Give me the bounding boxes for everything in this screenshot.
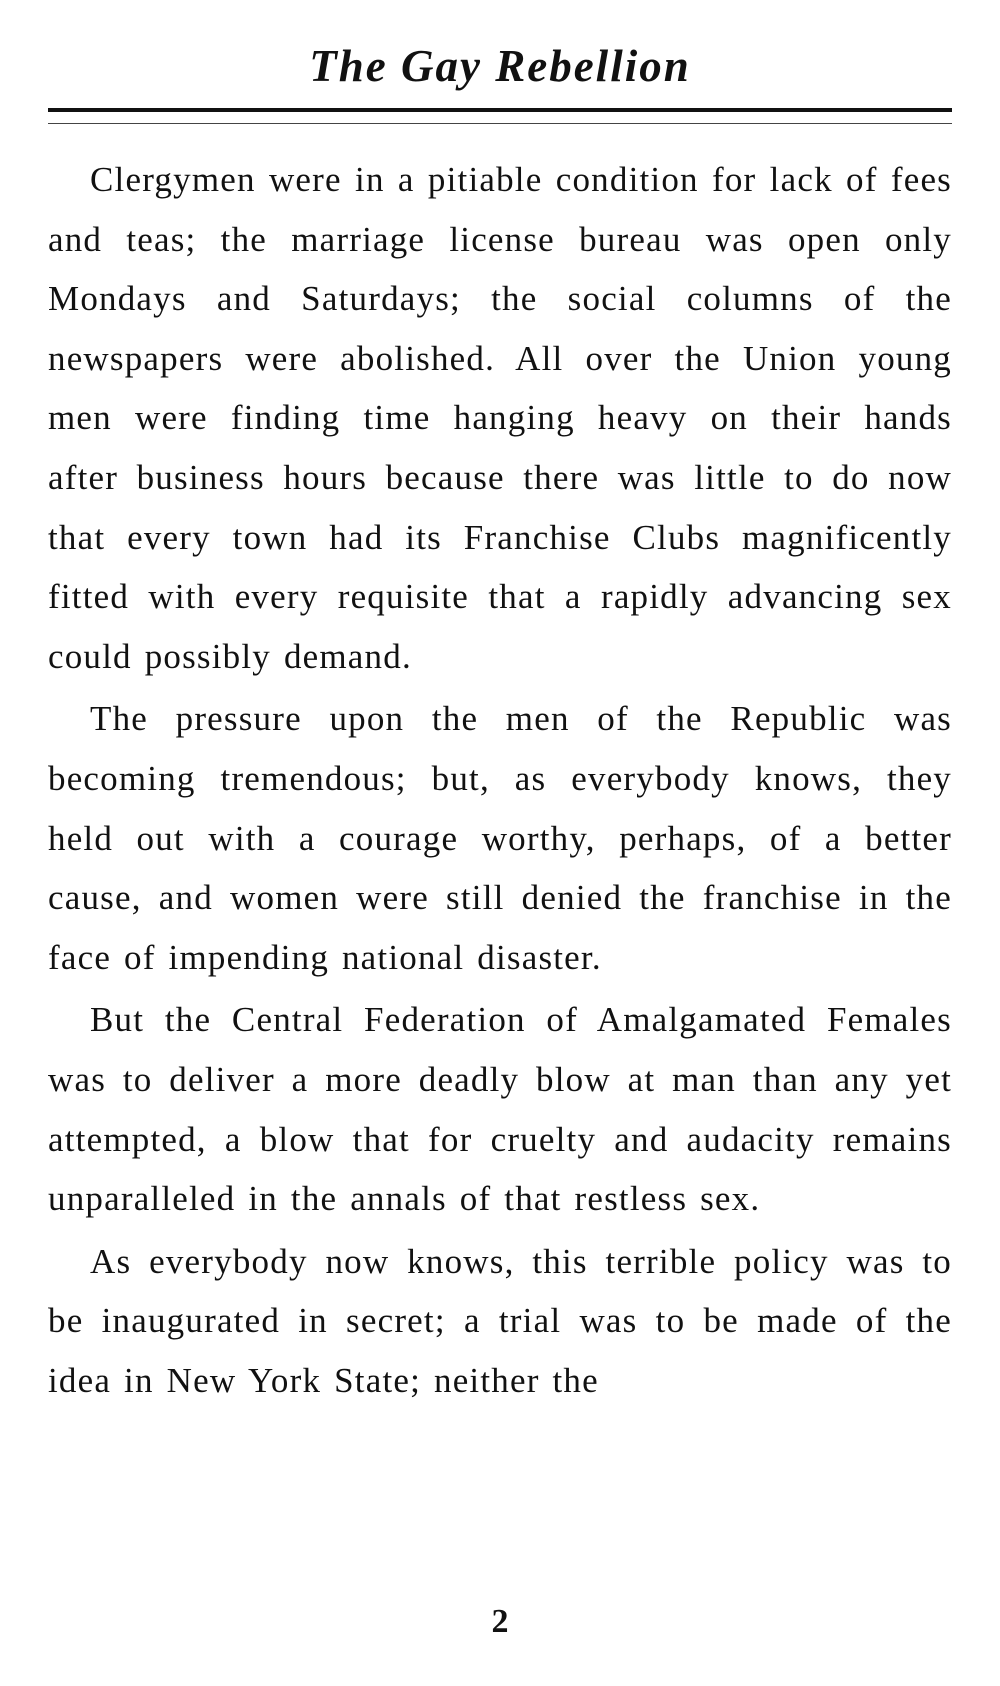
- header-rule-thick: [48, 108, 952, 112]
- paragraph-3: But the Central Federation of Amalgamated Females was to deliver a more deadly blow at man than any yet attempted, a blow that for cruelty and audacity remains unparalleled in the annals of that restless sex.: [48, 1000, 952, 1219]
- body-text: [48, 150, 952, 1410]
- page-number: 2: [491, 1603, 509, 1640]
- paragraph-1: Clergymen were in a pitiable condition for lack of fees and teas; the marriage license bureau was open only Mondays and Saturdays; the social columns of the newspapers were abolished. All over the Union young men were finding time hanging heavy on their hands after business hours because there was little to do now that every town had its Franchise Clubs magnificently fitted with every requisite that a rapidly advancing sex could possibly demand.: [48, 160, 952, 676]
- paragraph-2: The pressure upon the men of the Republic was becoming tremendous; but, as everybody knows, they held out with a courage worthy, perhaps, of a better cause, and women were still denied the franchise in the face of impending national disaster.: [48, 699, 952, 977]
- paragraph-4: As everybody now knows, this terrible policy was to be inaugurated in secret; a trial was to be made of the idea in New York State; neither the: [48, 1241, 952, 1400]
- book-page: [48, 0, 952, 1686]
- header-rule-thin: [48, 123, 952, 124]
- running-title: The Gay Rebellion: [309, 41, 691, 91]
